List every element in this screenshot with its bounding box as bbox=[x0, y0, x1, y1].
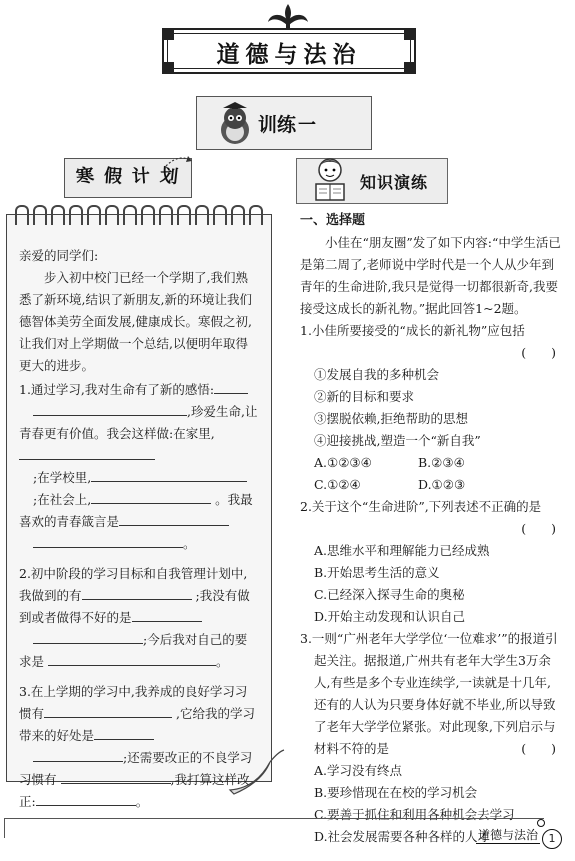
knowledge-title: 知识演练 bbox=[360, 173, 429, 192]
ring bbox=[249, 205, 263, 225]
answer-blank[interactable] bbox=[19, 445, 155, 460]
option-row bbox=[300, 452, 562, 474]
answer-blank[interactable] bbox=[91, 489, 211, 504]
ring bbox=[159, 205, 173, 225]
left-question-3 bbox=[19, 681, 259, 813]
ring bbox=[123, 205, 137, 225]
footer-rule bbox=[4, 818, 544, 819]
notebook-content bbox=[19, 245, 259, 813]
q1-text: ;在社会上, bbox=[33, 492, 92, 507]
q1-text: 。我最喜欢的青春箴言是 bbox=[19, 492, 253, 529]
ring bbox=[141, 205, 155, 225]
answer-blank[interactable] bbox=[33, 629, 143, 644]
winter-plan-header bbox=[64, 154, 194, 200]
training-badge bbox=[196, 96, 372, 150]
intro-paragraph: 步入初中校门已经一个学期了,我们熟悉了新环境,结识了新朋友,新的环境让我们德智体美劳全面发展,健康成长。寒假之初,让我们对上学期做一个总结,以便明年取得更大的进步。 bbox=[19, 270, 252, 373]
option-d[interactable]: D.①②③ bbox=[418, 477, 466, 492]
page-curl-icon bbox=[226, 748, 286, 798]
q2-text: ;我没有做到或者做得不好的是 bbox=[19, 588, 250, 625]
q3-text: ,它给我的学习带来的好处是 bbox=[19, 706, 255, 743]
footer-underline bbox=[476, 843, 540, 844]
option-a[interactable]: A.①②③④ bbox=[314, 455, 372, 470]
answer-blank[interactable] bbox=[214, 379, 248, 394]
question-stem: 2.关于这个“生命进阶”,下列表述不正确的是 bbox=[300, 499, 542, 514]
q2-text: 。 bbox=[216, 654, 229, 669]
answer-blank[interactable] bbox=[132, 607, 202, 622]
option-b[interactable]: B.开始思考生活的意义 bbox=[314, 565, 440, 580]
winter-plan-char: 寒 bbox=[74, 165, 95, 188]
option-b[interactable]: B.要珍惜现在在校的学习机会 bbox=[314, 785, 478, 800]
ring bbox=[33, 205, 47, 225]
q1-text: ;在学校里, bbox=[33, 470, 92, 485]
right-column bbox=[300, 210, 562, 848]
option-c[interactable]: C.已经深入探寻生命的奥秘 bbox=[314, 587, 465, 602]
answer-blank[interactable] bbox=[33, 747, 123, 762]
option-a[interactable]: A.学习没有终点 bbox=[314, 763, 403, 778]
right-question-3 bbox=[300, 628, 562, 848]
statement-item: ④迎接挑战,塑造一个“新自我” bbox=[314, 433, 481, 448]
ring bbox=[213, 205, 227, 225]
ring bbox=[195, 205, 209, 225]
answer-paren[interactable]: ( ) bbox=[521, 521, 556, 536]
answer-blank[interactable] bbox=[33, 401, 187, 416]
answer-blank[interactable] bbox=[82, 585, 192, 600]
option-a[interactable]: A.思维水平和理解能力已经成熟 bbox=[314, 543, 490, 558]
q1-text: 。 bbox=[183, 536, 196, 551]
answer-blank[interactable] bbox=[61, 769, 171, 784]
statement-item: ①发展自我的多种机会 bbox=[314, 367, 440, 382]
q3-text: ,我打算这样改正: bbox=[19, 772, 250, 809]
ring bbox=[69, 205, 83, 225]
q1-text: 1.通过学习,我对生命有了新的感悟: bbox=[19, 382, 215, 397]
option-c[interactable]: C.要善于抓住和利用各种机会去学习 bbox=[314, 807, 515, 822]
greeting: 亲爱的同学们: bbox=[19, 248, 99, 263]
notebook-panel bbox=[6, 214, 272, 809]
knowledge-header bbox=[296, 156, 448, 204]
dashed-arrow-icon bbox=[164, 154, 194, 168]
answer-blank[interactable] bbox=[119, 511, 229, 526]
reading-kid-icon bbox=[302, 156, 358, 204]
q3-text: 。 bbox=[135, 794, 149, 809]
training-label-text: 训练 bbox=[258, 114, 297, 136]
option-d[interactable]: D.开始主动发现和认识自己 bbox=[314, 609, 466, 624]
left-question-1 bbox=[19, 379, 259, 555]
ring bbox=[177, 205, 191, 225]
option-row bbox=[300, 474, 562, 496]
ring bbox=[105, 205, 119, 225]
footer-dot-icon bbox=[537, 819, 545, 827]
left-question-2 bbox=[19, 563, 259, 673]
answer-blank[interactable] bbox=[44, 703, 172, 718]
q1-text: ,珍爱生命,让青春更有价值。我会这样做:在家里, bbox=[19, 404, 258, 441]
ring bbox=[51, 205, 65, 225]
right-question-2 bbox=[300, 496, 562, 628]
answer-paren[interactable]: ( ) bbox=[521, 345, 556, 360]
ring bbox=[87, 205, 101, 225]
winter-plan-char: 划 bbox=[159, 165, 180, 188]
notebook-rings bbox=[15, 205, 265, 229]
mascot-icon bbox=[210, 98, 260, 148]
answer-blank[interactable] bbox=[36, 791, 136, 806]
footer-brand: 道德与法治 bbox=[478, 828, 539, 842]
option-b[interactable]: B.②③④ bbox=[418, 455, 465, 470]
right-question-1 bbox=[300, 320, 562, 496]
answer-blank[interactable] bbox=[94, 725, 154, 740]
part-title: 一、选择题 bbox=[300, 213, 366, 228]
winter-plan-char: 计 bbox=[131, 165, 151, 188]
winter-plan-char: 假 bbox=[103, 165, 123, 188]
training-label bbox=[258, 110, 316, 137]
statement-item: ②新的目标和要求 bbox=[314, 389, 415, 404]
answer-blank[interactable] bbox=[91, 467, 247, 482]
answer-paren[interactable]: ( ) bbox=[521, 741, 556, 756]
title-banner bbox=[162, 28, 416, 74]
ring bbox=[231, 205, 245, 225]
training-number: 一 bbox=[298, 115, 317, 136]
page-number: 1 bbox=[542, 829, 562, 849]
question-stem: 3.一则“广州老年大学学位‘一位难求’”的报道引起关注。据报道,广州共有老年大学生3万余人,有些是多个专业连续学,一读就是十几年,还有的人认为只要身体好就不毕业,所以导致了老年大学学位紧张。对此现象,下列启示与材料不符的是 bbox=[300, 631, 558, 756]
q2-text: 2.初中阶段的学习目标和自我管理计划中,我做到的有 bbox=[19, 566, 248, 603]
option-c[interactable]: C.①②④ bbox=[314, 477, 361, 492]
q3-text: ;还需要改正的不良学习习惯有 bbox=[19, 750, 253, 787]
option-d[interactable]: D.社会发展需要各种各样的人才 bbox=[314, 829, 491, 844]
answer-blank[interactable] bbox=[48, 651, 216, 666]
footer-tick bbox=[4, 818, 5, 838]
passage: 小佳在“朋友圈”发了如下内容:“中学生活已是第二周了,老师说中学时代是一个人从少年到青年的生命进阶,我只是觉得一切都很新奇,我要接受这成长的新礼物。”据此回答1~2题。 bbox=[300, 235, 561, 316]
page-title: 道德与法治 bbox=[216, 42, 362, 68]
q3-text: 3.在上学期的学习中,我养成的良好学习习惯有 bbox=[19, 684, 248, 721]
question-stem: 1.小佳所要接受的“成长的新礼物”应包括 bbox=[300, 323, 525, 338]
q2-text: ;今后我对自己的要求是 bbox=[19, 632, 248, 669]
answer-blank[interactable] bbox=[33, 533, 183, 548]
ring bbox=[15, 205, 29, 225]
statement-item: ③摆脱依赖,拒绝帮助的思想 bbox=[314, 411, 468, 426]
